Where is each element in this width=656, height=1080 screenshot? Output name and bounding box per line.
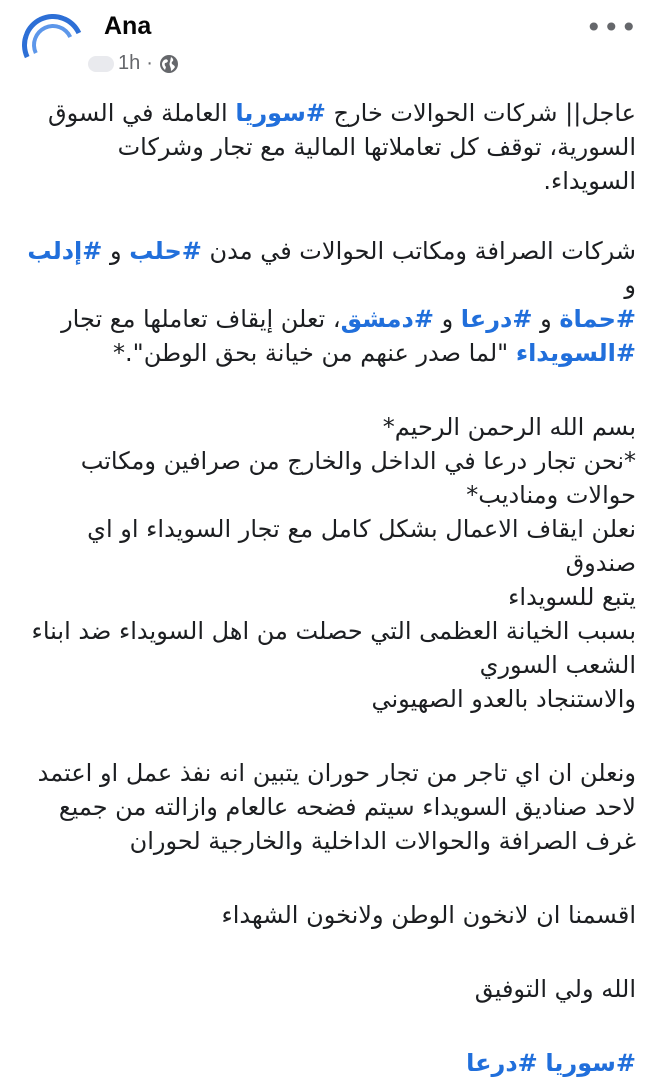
oath: اقسمنا ان لانخون الوطن ولانخون الشهداء <box>221 901 636 929</box>
statement-line: حوالات ومناديب* <box>466 481 636 509</box>
hashtag-syria[interactable]: #سوريا <box>235 99 326 127</box>
meta-separator: · <box>146 52 153 74</box>
avatar[interactable] <box>18 10 88 80</box>
statement-line: *نحن تجار درعا في الداخل والخارج من صرافين ومكاتب <box>80 447 636 475</box>
post-time[interactable]: 1h <box>118 52 141 74</box>
warning-line: غرف الصرافة والحوالات الداخلية والخارجية لحوران <box>129 827 636 855</box>
hashtag-sweida[interactable]: #السويداء <box>515 339 636 367</box>
hashtag-damascus[interactable]: #دمشق <box>340 305 434 333</box>
hashtag-daraa[interactable]: #درعا <box>460 305 533 333</box>
statement-line: بسبب الخيانة العظمى التي حصلت من اهل السويداء ضد ابناء <box>31 617 636 645</box>
post-header <box>0 0 656 86</box>
hashtag-idlib[interactable]: #إدلب <box>27 237 103 265</box>
statement-line: بسم الله الرحمن الرحيم* <box>382 413 636 441</box>
hashtag-syria-footer[interactable]: #سوريا <box>545 1049 636 1077</box>
globe-icon[interactable] <box>159 54 179 74</box>
statement-line: يتبع للسويداء <box>508 583 636 611</box>
more-options-icon[interactable]: ••• <box>585 11 638 44</box>
post-meta <box>88 52 179 75</box>
closing: الله ولي التوفيق <box>474 975 636 1003</box>
statement <box>18 410 636 716</box>
warning-line: ونعلن ان اي تاجر من تجار حوران يتبين انه نفذ عمل او اعتمد <box>37 759 636 787</box>
author-name[interactable]: Ana <box>104 12 152 40</box>
hashtag-hama[interactable]: #حماة <box>559 305 636 333</box>
statement-line: الشعب السوري <box>479 651 636 679</box>
post-body <box>18 96 636 1080</box>
statement-line: نعلن ايقاف الاعمال بشكل كامل مع تجار السويداء او اي صندوق <box>87 515 636 577</box>
statement-line: والاستنجاد بالعدو الصهيوني <box>371 685 636 713</box>
paragraph-exchange: شركات الصرافة ومكاتب الحوالات في مدن #حلب و #إدلب و #حماة و #درعا و #دمشق، تعلن إيقاف تعاملها مع تجار #السويداء "لما صدر عنهم من خيانة بحق الوطن".* <box>27 237 636 367</box>
hashtag-aleppo[interactable]: #حلب <box>129 237 202 265</box>
footer-hashtags <box>18 1046 636 1080</box>
paragraph-urgent: عاجل|| شركات الحوالات خارج #سوريا العاملة في السوق السورية، توقف كل تعاملاتها المالية مع تجار وشركات السويداء. <box>48 99 636 195</box>
warning-line: لاحد صناديق السويداء سيتم فضحه عالعام وازالته من جميع <box>58 793 636 821</box>
warning <box>18 756 636 858</box>
blurred-region <box>88 56 114 72</box>
hashtag-daraa-footer[interactable]: #درعا <box>466 1049 538 1077</box>
